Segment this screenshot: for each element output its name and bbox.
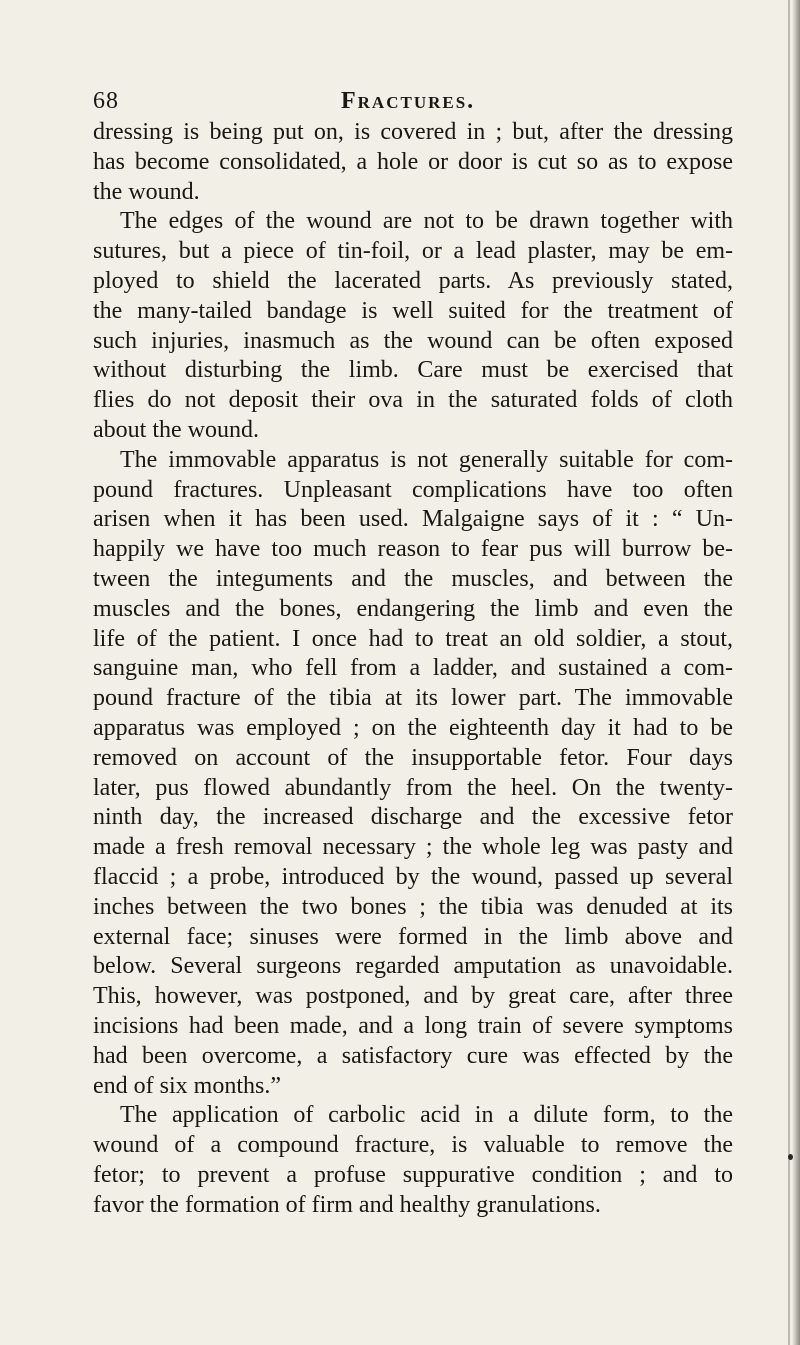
text-line: incisions had been made, and a long train of severe symptoms [93, 1012, 733, 1039]
text-line: apparatus was employed ; on the eighteenth day it had to be [93, 714, 733, 741]
text-line: The immovable apparatus is not generally suitable for com- [120, 446, 733, 473]
text-line: tween the integuments and the muscles, and between the [93, 565, 733, 592]
text-line: ninth day, the increased discharge and the excessive fetor [93, 804, 733, 831]
text-line: such injuries, inasmuch as the wound can be often exposed [93, 327, 733, 354]
page-edge-line [788, 0, 790, 1345]
text-line: dressing is being put on, is covered in ; but, after the dressing [93, 119, 733, 145]
text-line: sutures, but a piece of tin-foil, or a lead plaster, may be em- [93, 238, 733, 265]
page-number: 68 [93, 88, 119, 114]
text-line: muscles and the bones, endangering the limb and even the [93, 595, 733, 622]
body-text [93, 118, 733, 1220]
text-line: happily we have too much reason to fear pus will burrow be- [93, 536, 733, 563]
text-line: This, however, was postponed, and by great care, after three [93, 983, 733, 1010]
text-line: pound fracture of the tibia at its lower part. The immovable [93, 685, 733, 712]
text-line: has become consolidated, a hole or door is cut so as to expose [93, 148, 733, 175]
text-line: pound fractures. Unpleasant complications have too often [93, 476, 733, 503]
page-edge-shadow [792, 0, 800, 1345]
text-line: made a fresh removal necessary ; the whole leg was pasty and [93, 834, 733, 861]
text-line: arisen when it has been used. Malgaigne says of it : “ Un- [93, 506, 733, 533]
text-line: had been overcome, a satisfactory cure was effected by the [93, 1042, 733, 1069]
text-line: external face; sinuses were formed in the limb above and [93, 923, 733, 950]
text-line: later, pus flowed abundantly from the heel. On the twenty- [93, 774, 733, 801]
text-line: favor the formation of firm and healthy granulations. [93, 1191, 601, 1218]
text-line: fetor; to prevent a profuse suppurative condition ; and to [93, 1161, 733, 1188]
ink-speck [788, 1154, 793, 1160]
text-line: inches between the two bones ; the tibia was denuded at its [93, 893, 733, 920]
text-line: wound of a compound fracture, is valuable to remove the [93, 1132, 733, 1159]
running-head [93, 86, 733, 116]
text-line: end of six months.” [93, 1072, 281, 1099]
text-line: The edges of the wound are not to be drawn together with [120, 208, 733, 235]
text-line: below. Several surgeons regarded amputation as unavoidable. [93, 953, 733, 980]
text-line: removed on account of the insupportable fetor. Four days [93, 744, 733, 771]
chapter-title: Fractures. [341, 88, 476, 114]
text-line: sanguine man, who fell from a ladder, and sustained a com- [93, 655, 733, 682]
text-line: about the wound. [93, 416, 259, 443]
text-line: life of the patient. I once had to treat an old soldier, a stout, [93, 625, 733, 652]
text-line: ployed to shield the lacerated parts. As previously stated, [93, 267, 733, 294]
text-line: The application of carbolic acid in a dilute form, to the [120, 1102, 733, 1129]
text-line: flies do not deposit their ova in the saturated folds of cloth [93, 387, 733, 414]
text-line: the many-tailed bandage is well suited for the treatment of [93, 297, 733, 324]
text-line: flaccid ; a probe, introduced by the wound, passed up several [93, 863, 733, 890]
text-line: without disturbing the limb. Care must be exercised that [93, 357, 733, 384]
text-line: the wound. [93, 178, 200, 205]
